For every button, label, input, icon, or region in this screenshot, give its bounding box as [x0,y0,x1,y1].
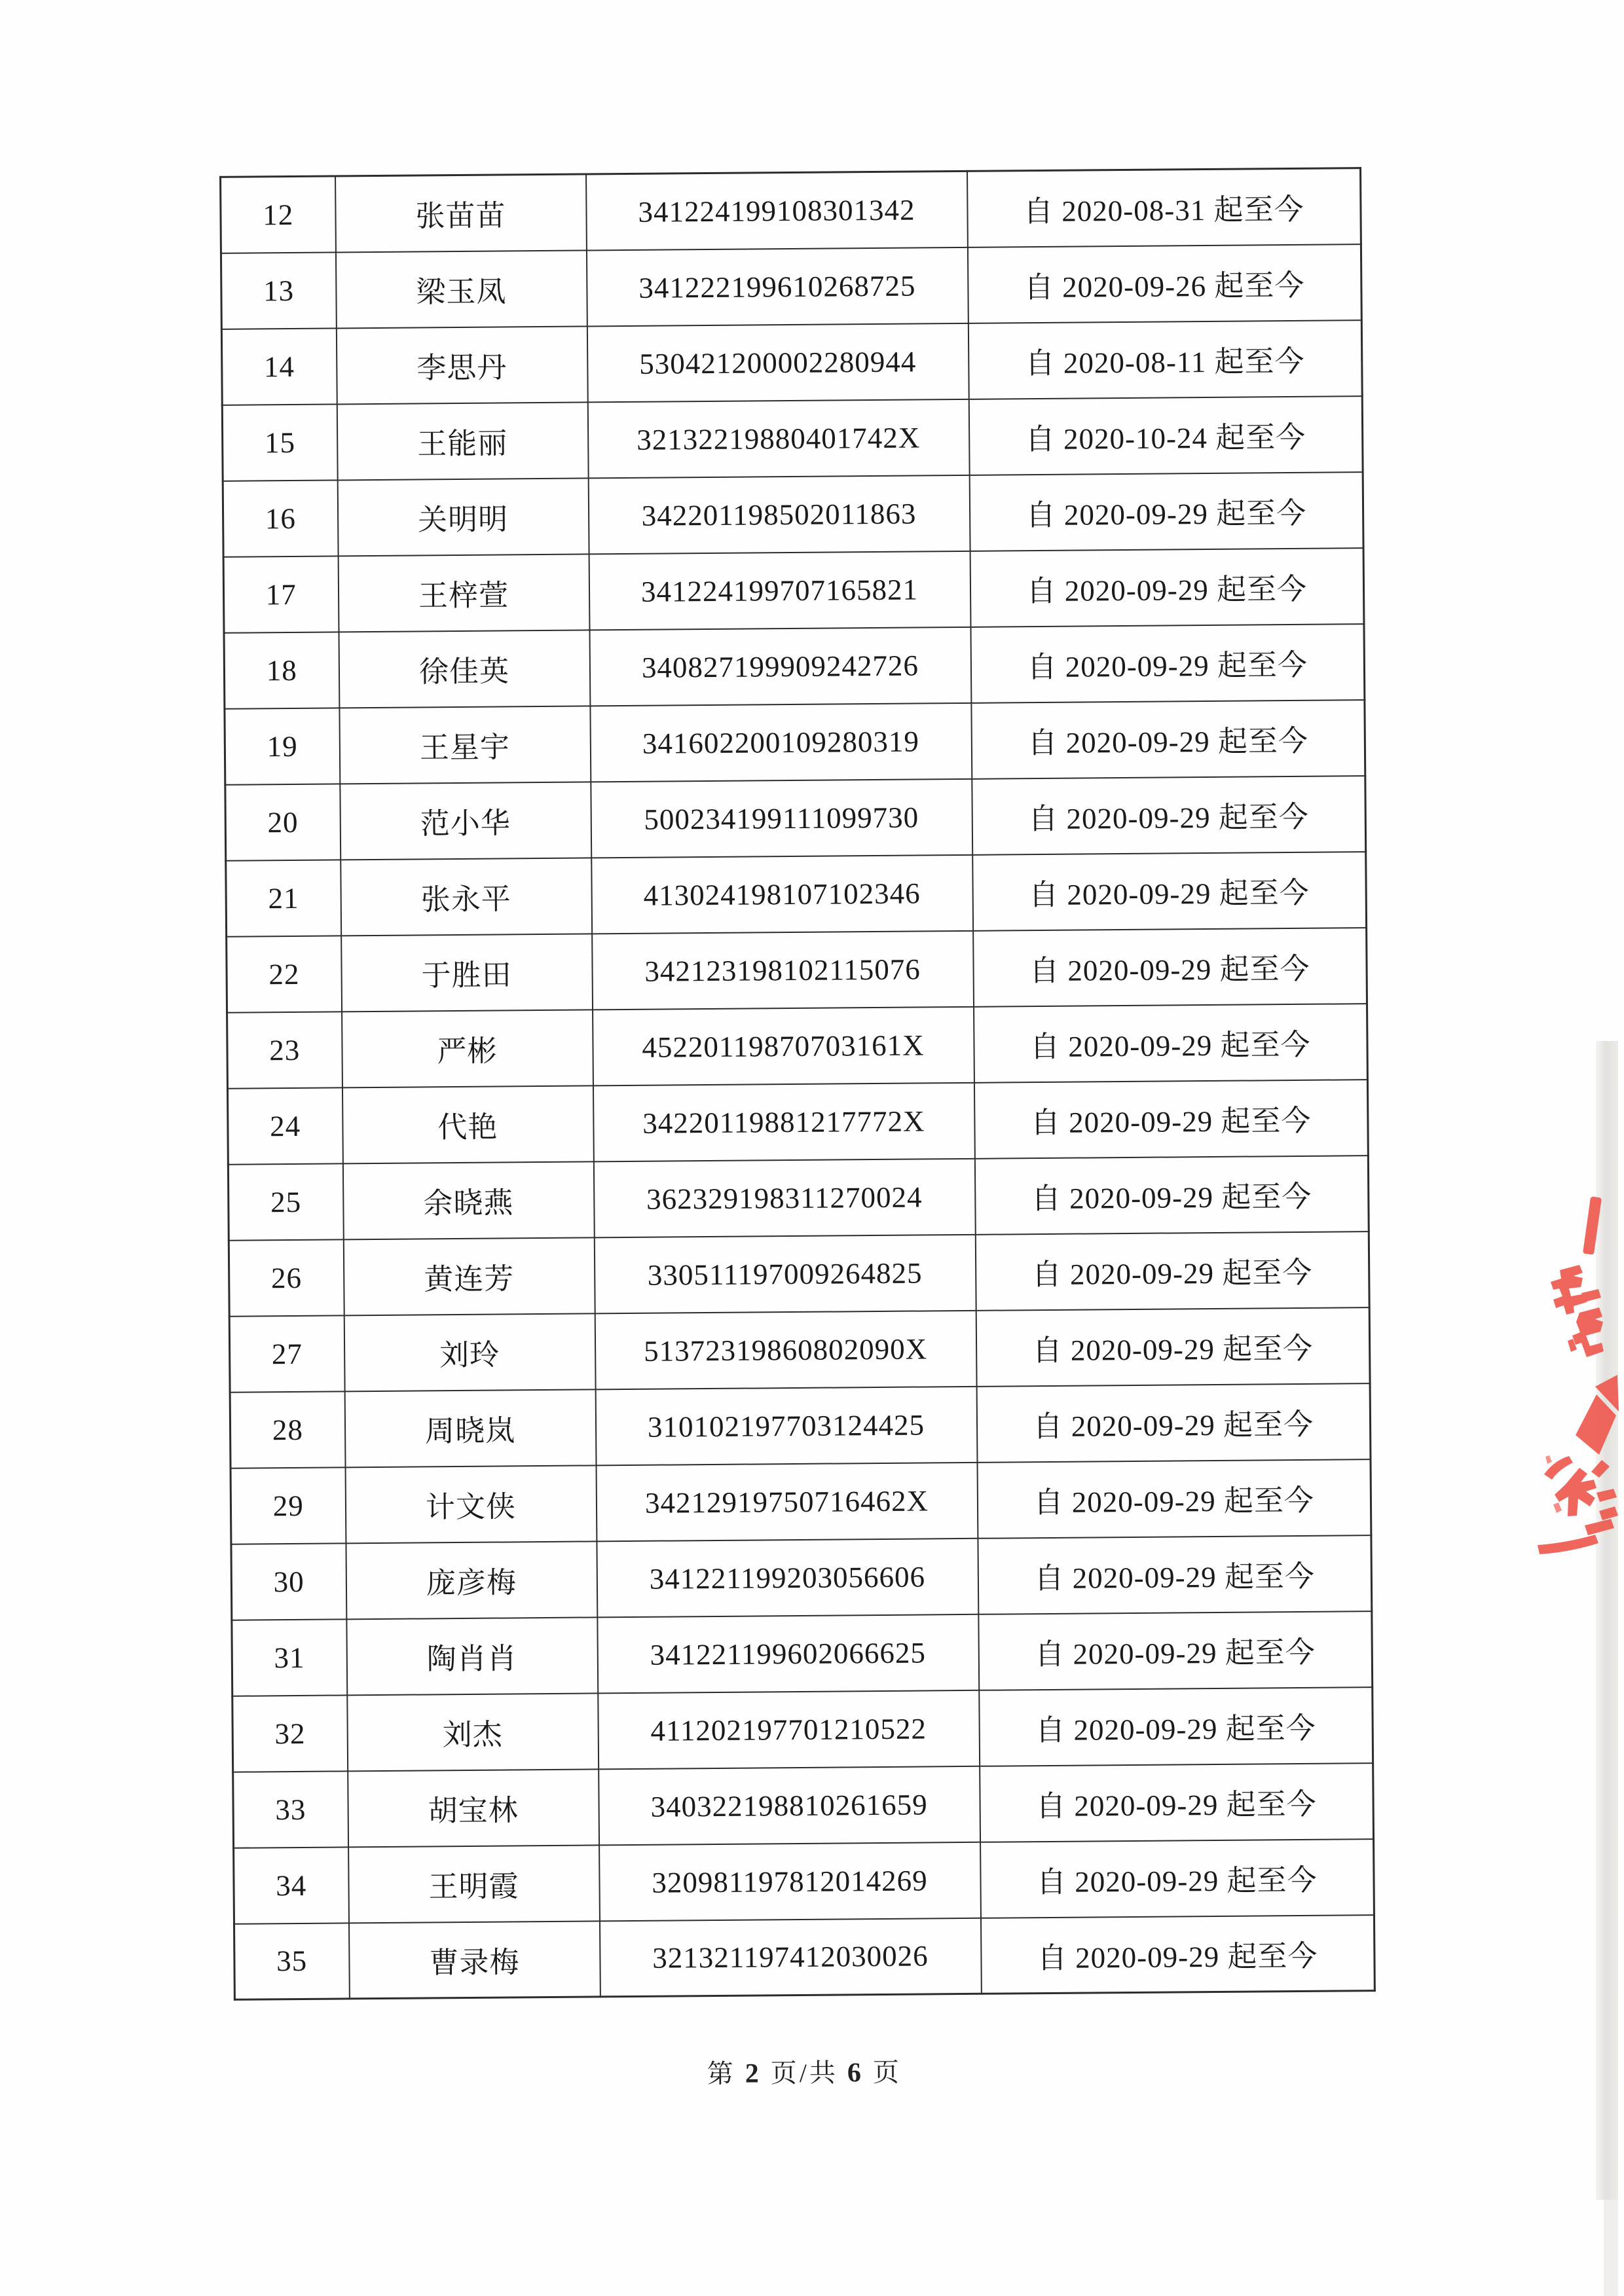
table-row [226,852,1367,937]
cell-row-number: 27 [229,1315,344,1392]
cell-row-number: 18 [224,632,339,708]
cell-row-number: 21 [226,860,341,936]
table-row [224,624,1365,709]
table-row [227,928,1367,1013]
page-footer [234,2048,1375,2094]
cell-period: 自 2020-09-29 起至今 [978,1535,1372,1614]
cell-name: 徐佳英 [339,630,590,708]
footer-prefix: 第 [707,2058,736,2089]
cell-id-number: 341221199602066625 [597,1614,979,1693]
cell-name: 李思丹 [336,326,587,404]
cell-id-number: 34220119881217772X [593,1082,974,1161]
table-row [231,1535,1372,1620]
cell-period: 自 2020-09-29 起至今 [974,1156,1369,1235]
cell-name: 梁玉凤 [335,250,587,328]
cell-name: 计文侠 [345,1465,597,1543]
footer-total-pages: 6 [847,2058,864,2088]
cell-name: 陶肖肖 [346,1617,598,1695]
table-row [228,1156,1369,1241]
cell-period: 自 2020-09-29 起至今 [979,1687,1373,1766]
cell-period: 自 2020-09-29 起至今 [972,852,1367,931]
cell-id-number: 413024198107102346 [591,854,973,934]
cell-row-number: 28 [230,1391,345,1468]
cell-period: 自 2020-09-29 起至今 [971,700,1365,779]
table-row [230,1383,1371,1468]
cell-row-number: 12 [221,176,336,253]
cell-name: 余晓燕 [342,1161,594,1239]
red-stamp-fragment [1519,1178,1624,1558]
cell-period: 自 2020-09-29 起至今 [980,1839,1375,1918]
cell-row-number: 31 [232,1619,347,1696]
cell-row-number: 32 [232,1695,348,1772]
cell-id-number: 34212919750716462X [596,1462,978,1541]
cell-period: 自 2020-09-29 起至今 [972,776,1366,855]
cell-name: 严彬 [342,1010,593,1087]
cell-row-number: 14 [221,328,337,405]
cell-period: 自 2020-09-29 起至今 [969,472,1363,551]
cell-id-number: 310102197703124425 [595,1386,977,1465]
cell-name: 范小华 [340,782,591,860]
cell-name: 王星宇 [339,706,591,784]
cell-id-number: 330511197009264825 [594,1234,976,1313]
cell-id-number: 500234199111099730 [591,778,972,858]
cell-period: 自 2020-09-29 起至今 [973,928,1367,1007]
table-row [221,244,1361,329]
cell-period: 自 2020-10-24 起至今 [969,396,1363,475]
cell-period: 自 2020-08-11 起至今 [968,320,1362,399]
cell-period: 自 2020-09-29 起至今 [974,1004,1368,1083]
cell-name: 曹录梅 [348,1921,600,1999]
cell-row-number: 15 [222,404,337,481]
cell-period: 自 2020-09-29 起至今 [980,1915,1375,1994]
cell-period: 自 2020-09-29 起至今 [980,1763,1374,1842]
cell-row-number: 23 [227,1011,342,1088]
table-row [234,1915,1375,2000]
cell-id-number: 340322198810261659 [599,1766,980,1845]
cell-id-number: 411202197701210522 [598,1690,980,1769]
cell-row-number: 20 [225,784,341,860]
scan-content [219,167,1377,2094]
cell-name: 刘玲 [344,1313,595,1391]
table-row [225,700,1365,785]
cell-id-number: 530421200002280944 [587,323,969,402]
footer-page-number: 2 [745,2058,762,2089]
cell-period: 自 2020-09-29 起至今 [970,548,1364,627]
cell-row-number: 22 [227,936,342,1012]
cell-row-number: 34 [234,1847,349,1923]
cell-id-number: 341221199203056606 [597,1538,978,1617]
cell-row-number: 33 [233,1771,348,1848]
cell-id-number: 342123198102115076 [592,930,974,1010]
cell-id-number: 32132219880401742X [587,399,969,478]
personnel-table [219,167,1376,2001]
cell-period: 自 2020-09-29 起至今 [976,1383,1371,1463]
cell-row-number: 19 [225,708,340,784]
table-row [225,776,1366,861]
cell-id-number: 321321197412030026 [599,1918,981,1997]
cell-row-number: 24 [227,1087,342,1164]
cell-row-number: 25 [228,1163,343,1240]
cell-row-number: 16 [223,480,338,556]
cell-name: 周晓岚 [344,1389,596,1467]
cell-id-number: 362329198311270024 [593,1158,975,1237]
cell-period: 自 2020-09-29 起至今 [975,1231,1369,1311]
cell-row-number: 29 [231,1467,346,1544]
table-row [232,1611,1373,1696]
cell-id-number: 320981197812014269 [599,1842,981,1921]
table-row [229,1307,1370,1393]
cell-period: 自 2020-09-29 起至今 [970,624,1365,703]
cell-row-number: 13 [221,252,336,329]
footer-middle: 页/共 [770,2058,839,2088]
cell-row-number: 35 [234,1923,349,1999]
cell-name: 王明霞 [348,1845,600,1923]
cell-id-number: 341222199610268725 [586,247,968,326]
cell-period: 自 2020-09-29 起至今 [974,1080,1368,1159]
cell-name: 关明明 [337,478,589,556]
table-row [233,1763,1374,1848]
cell-id-number: 341602200109280319 [590,702,972,782]
cell-name: 王梓萱 [338,554,589,632]
table-row [221,320,1362,405]
cell-period: 自 2020-09-29 起至今 [977,1459,1371,1539]
cell-name: 张永平 [341,858,592,936]
table-row [227,1004,1368,1089]
cell-period: 自 2020-09-29 起至今 [976,1307,1370,1387]
cell-name: 胡宝林 [348,1769,599,1847]
scan-edge-shadow-bottom [1604,2200,1618,2296]
cell-id-number: 45220119870703161X [593,1006,974,1085]
table-row [231,1459,1371,1544]
cell-row-number: 26 [229,1239,344,1316]
table-row [227,1080,1368,1165]
cell-period: 自 2020-08-31 起至今 [967,168,1361,247]
cell-name: 王能丽 [337,402,588,480]
cell-row-number: 30 [231,1543,346,1620]
cell-name: 刘杰 [347,1693,599,1771]
cell-id-number: 340827199909242726 [589,627,971,706]
cell-id-number: 341224199707165821 [589,551,970,630]
table-row [223,548,1364,633]
cell-name: 庞彦梅 [346,1541,597,1619]
cell-name: 代艳 [342,1085,593,1163]
table-row [229,1231,1369,1317]
cell-name: 于胜田 [341,934,593,1011]
table-row [223,472,1363,557]
cell-name: 黄连芳 [343,1237,595,1315]
cell-id-number: 341224199108301342 [586,171,968,250]
table-row [234,1839,1375,1924]
cell-row-number: 17 [223,556,339,632]
cell-id-number: 51372319860802090X [595,1310,976,1389]
personnel-table-body [221,168,1375,2000]
table-row [232,1687,1373,1772]
cell-id-number: 342201198502011863 [588,475,970,554]
cell-name: 张苗苗 [335,174,587,252]
cell-period: 自 2020-09-29 起至今 [978,1611,1373,1690]
footer-suffix: 页 [872,2057,902,2088]
table-row [221,168,1361,253]
cell-period: 自 2020-09-26 起至今 [967,244,1361,323]
table-row [222,396,1363,481]
